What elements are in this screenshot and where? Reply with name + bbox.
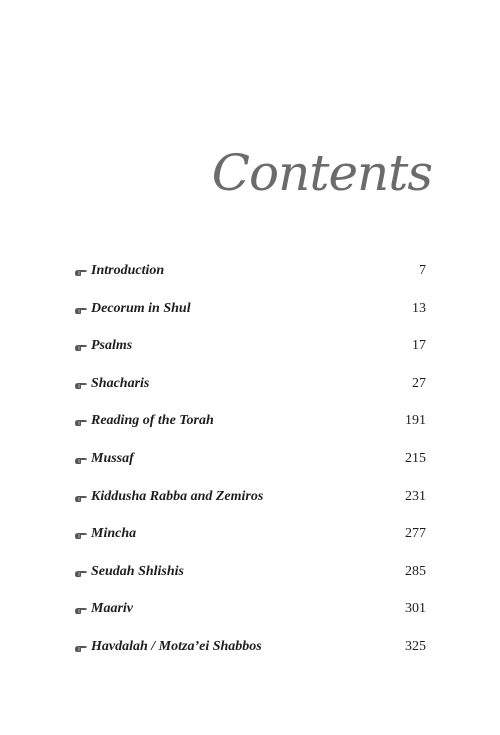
- toc-entry-title: Maariv: [91, 601, 133, 617]
- toc-entry-title: Decorum in Shul: [91, 300, 191, 316]
- toc-entry[interactable]: [74, 375, 426, 413]
- toc-entry-page: 17: [412, 338, 426, 354]
- pointing-hand-icon: [74, 604, 88, 616]
- toc-entry-page: 325: [405, 638, 426, 654]
- pointing-hand-icon: [74, 266, 88, 278]
- toc-entry[interactable]: [74, 638, 426, 676]
- toc-entry-title: Psalms: [91, 338, 133, 354]
- toc-entry[interactable]: [74, 300, 426, 338]
- pointing-hand-icon: [74, 642, 88, 654]
- toc-entry[interactable]: [74, 450, 426, 488]
- pointing-hand-icon: [74, 492, 88, 504]
- toc-entry[interactable]: [74, 525, 426, 563]
- toc-entry-title: Seudah Shlishis: [91, 563, 184, 579]
- toc-entry[interactable]: [74, 488, 426, 526]
- toc-entry-page: 27: [412, 375, 426, 391]
- toc-entry-title: Kiddusha Rabba and Zemiros: [91, 488, 264, 504]
- toc-entry-page: 7: [419, 263, 426, 278]
- toc-entry-page: 285: [405, 563, 426, 579]
- pointing-hand-icon: [74, 379, 88, 391]
- pointing-hand-icon: [74, 304, 88, 316]
- toc-entry-page: 231: [405, 488, 426, 504]
- toc-entry-title: Havdalah / Motza’ei Shabbos: [91, 638, 262, 654]
- toc-entry-title: Introduction: [91, 263, 165, 278]
- pointing-hand-icon: [74, 341, 88, 353]
- toc-entry-page: 13: [412, 300, 426, 316]
- page-title: Contents: [211, 144, 432, 202]
- toc-entry-page: 215: [405, 450, 426, 466]
- pointing-hand-icon: [74, 567, 88, 579]
- toc-entry-title: Mincha: [91, 526, 137, 542]
- toc-entry-page: 301: [405, 601, 426, 617]
- toc-entry[interactable]: [74, 600, 426, 638]
- pointing-hand-icon: [74, 416, 88, 428]
- toc-entry[interactable]: [74, 337, 426, 375]
- table-of-contents: [74, 262, 426, 676]
- toc-entry-title: Mussaf: [91, 450, 134, 466]
- toc-entry-title: Shacharis: [91, 375, 150, 391]
- pointing-hand-icon: [74, 529, 88, 541]
- toc-entry[interactable]: [74, 412, 426, 450]
- toc-entry-page: 277: [405, 526, 426, 542]
- toc-entry-page: 191: [405, 413, 426, 429]
- toc-entry-title: Reading of the Torah: [91, 413, 214, 429]
- toc-entry[interactable]: [74, 563, 426, 601]
- toc-entry[interactable]: [74, 262, 426, 300]
- pointing-hand-icon: [74, 454, 88, 466]
